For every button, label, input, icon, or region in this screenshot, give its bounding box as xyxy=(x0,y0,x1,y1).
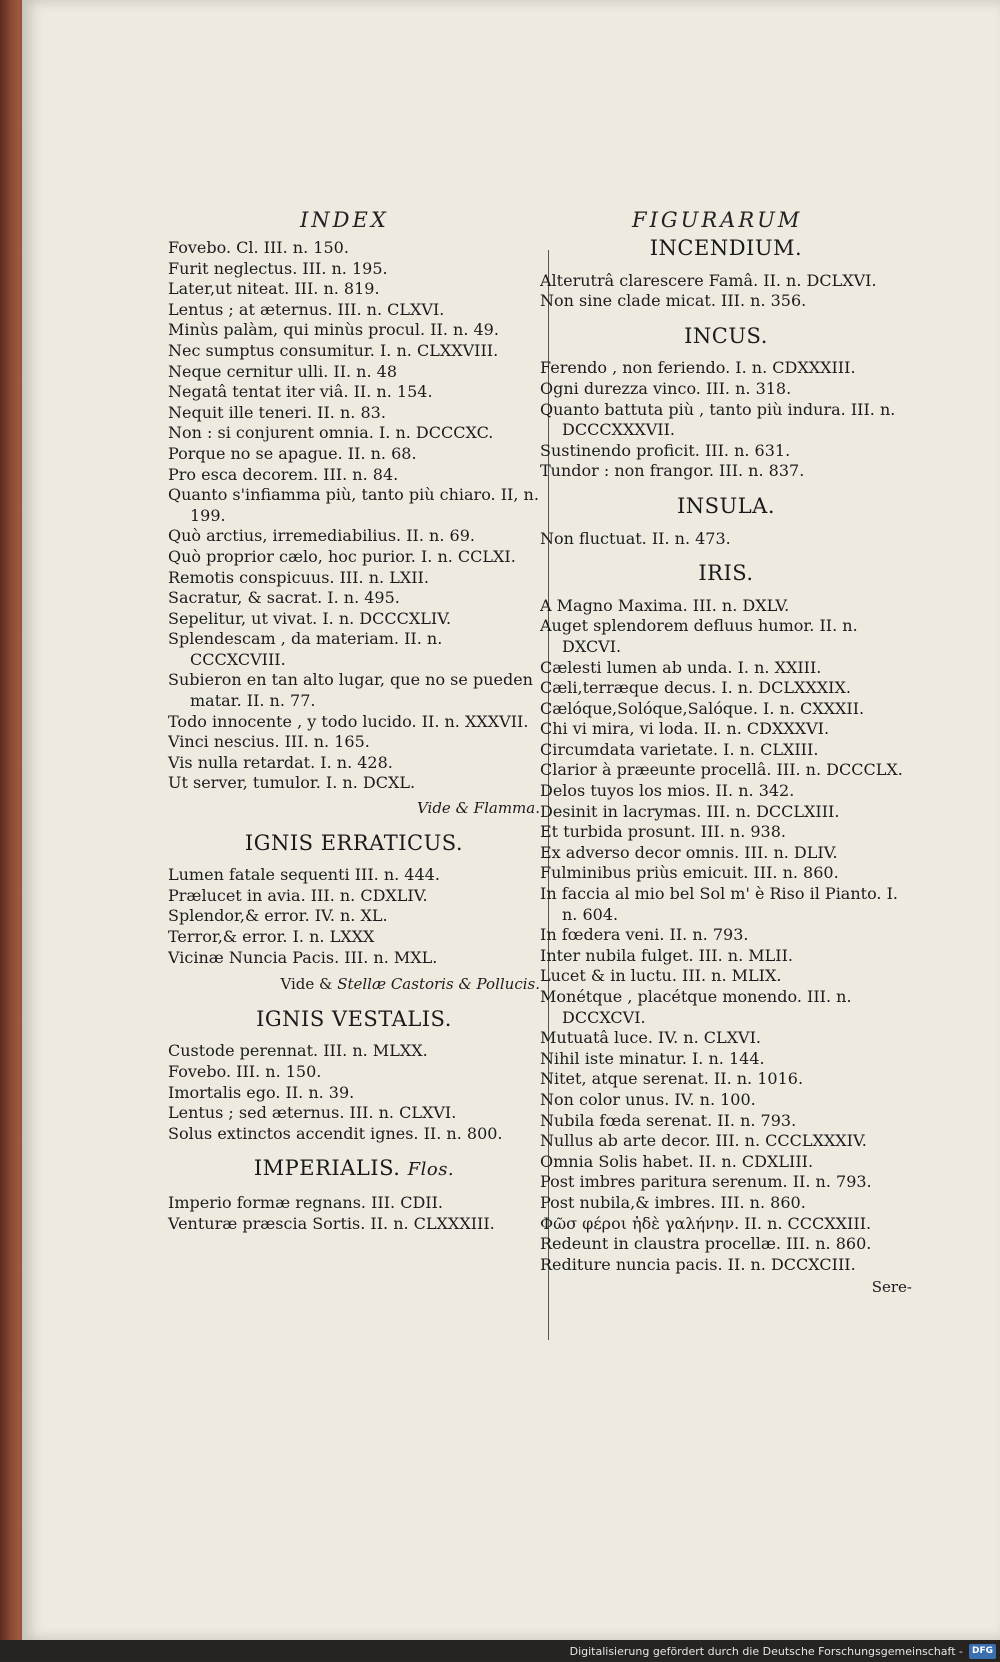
index-entry: Et turbida prosunt. III. n. 938. xyxy=(540,822,786,842)
index-entry: Cæli,terræque decus. I. n. DCLXXXIX. xyxy=(540,678,851,698)
index-entry: Imortalis ego. II. n. 39. xyxy=(168,1082,355,1102)
running-head-left: INDEX xyxy=(300,208,389,232)
section-title-imperialis xyxy=(168,1158,540,1181)
index-entry: Negatâ tentat iter viâ. II. n. 154. xyxy=(168,382,433,402)
index-entry: Neque cernitur ulli. II. n. 48 xyxy=(168,361,398,381)
index-entry: Circumdata varietate. I. n. CLXIII. xyxy=(540,739,819,759)
index-entry: Quò arctius, irremediabilius. II. n. 69. xyxy=(168,526,475,546)
digitization-footer xyxy=(0,1640,1000,1661)
index-entry: Sacratur, & sacrat. I. n. 495. xyxy=(168,588,400,608)
index-entry: Lucet & in luctu. III. n. MLIX. xyxy=(540,966,782,986)
index-entry: Lumen fatale sequenti III. n. 444. xyxy=(168,865,440,885)
index-entry: Φῶσ φέροι ἠδὲ γαλήνην. II. n. CCCXXIII. xyxy=(540,1213,872,1233)
left-column xyxy=(168,238,540,1234)
index-entry: Quanto battuta più , tanto più indura. III. n. DCCCXXXVII. xyxy=(540,399,896,440)
section-title-ignis-erraticus: IGNIS ERRATICUS. xyxy=(244,830,464,855)
section-title-insula: INSULA. xyxy=(676,493,776,518)
index-entry: Non color unus. IV. n. 100. xyxy=(540,1089,756,1109)
index-entry: Ferendo , non feriendo. I. n. CDXXXIII. xyxy=(540,358,856,378)
index-entry: Delos tuyos los mios. II. n. 342. xyxy=(540,781,795,801)
index-entry: Sepelitur, ut vivat. I. n. DCCCXLIV. xyxy=(168,608,452,628)
index-entry: Imperio formæ regnans. III. CDII. xyxy=(168,1192,444,1212)
index-entry: Ogni durezza vinco. III. n. 318. xyxy=(540,378,792,398)
section-title-incendium: INCENDIUM. xyxy=(649,236,803,260)
index-entry: Fovebo. Cl. III. n. 150. xyxy=(168,238,349,257)
index-entry: Ex adverso decor omnis. III. n. DLIV. xyxy=(540,842,838,862)
index-entry: Quò proprior cælo, hoc purior. I. n. CCLXI. xyxy=(168,546,516,566)
index-entry: Quanto s'infiamma più, tanto più chiaro. II, n. 199. xyxy=(168,485,539,525)
index-entry: Ut server, tumulor. I. n. DCXL. xyxy=(168,773,416,793)
index-entry: Vinci nescius. III. n. 165. xyxy=(168,732,370,752)
section-title-iris: IRIS. xyxy=(698,561,754,586)
index-entry: Nec sumptus consumitur. I. n. CLXXVIII. xyxy=(168,340,499,360)
index-entry: In faccia al mio bel Sol m' è Riso il Pianto. I. n. 604. xyxy=(540,884,899,924)
section-title-ignis-vestalis: IGNIS VESTALIS. xyxy=(256,1006,452,1031)
index-entry: Inter nubila fulget. III. n. MLII. xyxy=(540,945,793,965)
index-entry: Non sine clade micat. III. n. 356. xyxy=(540,291,807,311)
index-entry: Monétque , placétque monendo. III. n. DCCXCVI. xyxy=(540,987,852,1027)
ignis-entries xyxy=(168,238,540,819)
index-entry: Clarior à præeunte procellâ. III. n. DCCCLX. xyxy=(540,760,903,780)
index-entry: In fœdera veni. II. n. 793. xyxy=(540,925,749,945)
index-entry: Terror,& error. I. n. LXXX xyxy=(168,927,375,946)
index-entry: Alterutrâ clarescere Famâ. II. n. DCLXVI. xyxy=(540,270,877,290)
section-title-text: IMPERIALIS. xyxy=(253,1156,401,1181)
index-entry: Fulminibus priùs emicuit. III. n. 860. xyxy=(540,863,839,883)
index-entry: Cælóque,Solóque,Salóque. I. n. CXXXII. xyxy=(540,698,865,718)
index-entry: Post nubila,& imbres. III. n. 860. xyxy=(540,1192,806,1212)
index-entry: Post imbres paritura serenum. II. n. 793. xyxy=(540,1172,872,1192)
right-column xyxy=(540,238,912,1298)
index-entry: Tundor : non frangor. III. n. 837. xyxy=(540,461,805,481)
index-entry: Nullus ab arte decor. III. n. CCCLXXXIV. xyxy=(540,1131,867,1151)
index-entry: Solus extinctos accendit ignes. II. n. 800. xyxy=(168,1123,503,1143)
index-entry: Mutuatâ luce. IV. n. CLXVI. xyxy=(540,1028,761,1048)
section-title-suffix: Flos. xyxy=(407,1159,455,1181)
vide-target: Stellæ Castoris & Pollucis. xyxy=(337,975,540,994)
index-entry: Nequit ille teneri. II. n. 83. xyxy=(168,402,386,422)
index-entry: Omnia Solis habet. II. n. CDXLIII. xyxy=(540,1151,814,1171)
index-entry: Remotis conspicuus. III. n. LXII. xyxy=(168,567,429,587)
index-entry: Auget splendorem defluus humor. II. n. DXCVI. xyxy=(540,616,858,656)
index-entry: Venturæ præscia Sortis. II. n. CLXXXIII. xyxy=(168,1213,495,1233)
index-entry: Vicinæ Nuncia Pacis. III. n. MXL. xyxy=(168,947,438,967)
index-entry: Non : si conjurent omnia. I. n. DCCCXC. xyxy=(168,423,494,443)
index-entry: Pro esca decorem. III. n. 84. xyxy=(168,464,399,484)
dfg-logo-icon: DFG xyxy=(969,1644,996,1659)
index-entry: Nihil iste minatur. I. n. 144. xyxy=(540,1048,765,1068)
footer-text: Digitalisierung gefördert durch die Deutsche Forschungsgemeinschaft - xyxy=(569,1644,963,1658)
cross-reference: Vide & Flamma. xyxy=(416,799,540,818)
index-entry: Rediture nuncia pacis. II. n. DCCXCIII. xyxy=(540,1254,856,1274)
vide-prefix: Vide & xyxy=(280,975,333,994)
section-title-incus: INCUS. xyxy=(684,323,768,348)
catchword: Sere- xyxy=(871,1278,912,1297)
index-entry: Prælucet in avia. III. n. CDXLIV. xyxy=(168,885,428,905)
index-entry: Subieron en tan alto lugar, que no se pueden matar. II. n. 77. xyxy=(168,670,533,711)
index-entry: Custode perennat. III. n. MLXX. xyxy=(168,1041,428,1061)
index-entry: Chi vi mira, vi loda. II. n. CDXXXVI. xyxy=(540,719,830,739)
index-entry: Minùs palàm, qui minùs procul. II. n. 49. xyxy=(168,320,499,340)
cross-reference xyxy=(168,974,540,995)
index-entry: Porque no se apague. II. n. 68. xyxy=(168,443,417,463)
index-entry: Desinit in lacrymas. III. n. DCCLXIII. xyxy=(540,801,840,821)
index-entry: Lentus ; at æternus. III. n. CLXVI. xyxy=(168,299,445,319)
index-entry: Lentus ; sed æternus. III. n. CLXVI. xyxy=(168,1103,457,1123)
index-entry: Nitet, atque serenat. II. n. 1016. xyxy=(540,1069,804,1089)
index-entry: Later,ut niteat. III. n. 819. xyxy=(168,279,380,299)
index-entry: Splendescam , da materiam. II. n. CCCXCVIII. xyxy=(168,629,443,669)
index-entry: Fovebo. III. n. 150. xyxy=(168,1061,322,1081)
index-entry: Non fluctuat. II. n. 473. xyxy=(540,528,731,548)
index-entry: A Magno Maxima. III. n. DXLV. xyxy=(540,595,790,615)
index-entry: Nubila fœda serenat. II. n. 793. xyxy=(540,1110,797,1130)
index-entry: Todo innocente , y todo lucido. II. n. XXXVII. xyxy=(168,711,529,731)
index-entry: Furit neglectus. III. n. 195. xyxy=(168,258,388,278)
index-entry: Splendor,& error. IV. n. XL. xyxy=(168,906,388,926)
running-head-right: FIGURARUM xyxy=(632,208,803,232)
index-entry: Sustinendo proficit. III. n. 631. xyxy=(540,440,791,460)
index-entry: Redeunt in claustra procellæ. III. n. 860. xyxy=(540,1234,872,1254)
index-entry: Vis nulla retardat. I. n. 428. xyxy=(168,752,393,772)
index-entry: Cælesti lumen ab unda. I. n. XXIII. xyxy=(540,657,822,677)
